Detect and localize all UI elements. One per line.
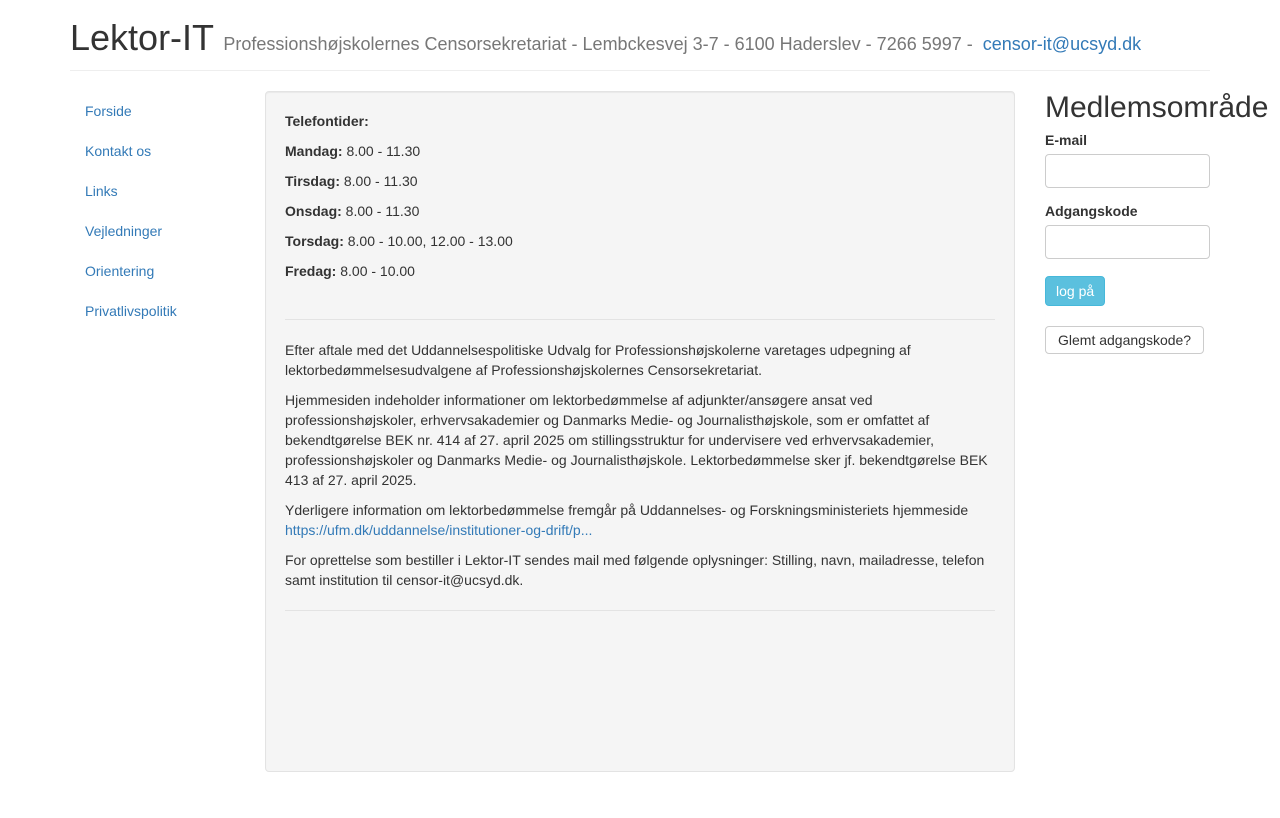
phone-hours-row-fredag	[285, 261, 995, 281]
sidebar-item-vejledninger	[70, 211, 265, 251]
phone-hours-row-mandag	[285, 141, 995, 161]
content-panel	[265, 91, 1015, 772]
page	[0, 18, 1280, 818]
sidebar-item-kontakt-os	[70, 131, 265, 171]
day-label: Onsdag:	[285, 202, 342, 219]
paragraph-yderligere-text: Yderligere information om lektorbedømmelse fremgår på Uddannelses- og Forskningsministeriets hjemmeside	[285, 501, 969, 518]
phone-hours-title: Telefontider:	[285, 112, 369, 129]
login-button-row	[1045, 274, 1210, 306]
password-form-group	[1045, 203, 1210, 259]
day-label: Torsdag:	[285, 232, 344, 249]
email-form-group	[1045, 132, 1210, 188]
phone-hours-row-tirsdag	[285, 171, 995, 191]
day-time: 8.00 - 11.30	[346, 142, 421, 159]
day-label: Fredag:	[285, 262, 337, 279]
paragraph-oprettelse: For oprettelse som bestiller i Lektor-IT sendes mail med følgende oplysninger: Stilling, navn, mailadresse, telefon samt institution til censor-it@ucsyd.dk.	[285, 551, 985, 588]
email-label: E-mail	[1045, 131, 1088, 148]
sidebar-item-orientering	[70, 251, 265, 291]
login-button[interactable]: log på	[1045, 276, 1105, 306]
day-label: Mandag:	[285, 142, 343, 159]
sidebar-link-links[interactable]: Links	[85, 182, 118, 199]
sidebar-link-vejledninger[interactable]: Vejledninger	[85, 222, 163, 239]
forgot-button-row	[1045, 306, 1210, 354]
content-divider-top	[285, 319, 995, 320]
paragraph-udpegning: Efter aftale med det Uddannelsespolitiske Udvalg for Professionshøjskolerne varetages udpegning af lektorbedømmelsesudvalgene af Professionshøjskolernes Censorsekretariat.	[285, 341, 911, 378]
sidebar-link-privatlivspolitik[interactable]: Privatlivspolitik	[85, 302, 177, 319]
sidebar-item-links	[70, 171, 265, 211]
page-header	[70, 18, 1210, 71]
phone-hours-row-onsdag	[285, 201, 995, 221]
main-content-column	[265, 91, 1015, 772]
day-time: 8.00 - 11.30	[345, 202, 420, 219]
forgot-password-button[interactable]: Glemt adgangskode?	[1045, 326, 1204, 354]
ufm-link[interactable]: https://ufm.dk/uddannelse/institutioner-og-drift/p...	[285, 521, 593, 538]
password-label: Adgangskode	[1045, 202, 1138, 219]
phone-hours-row-torsdag	[285, 231, 995, 251]
content-divider-bottom	[285, 610, 995, 611]
sidebar-link-orientering[interactable]: Orientering	[85, 262, 155, 279]
header-email-link[interactable]: censor-it@ucsyd.dk	[982, 34, 1142, 54]
site-subtitle: Professionshøjskolernes Censorsekretariat - Lembckesvej 3-7 - 6100 Haderslev - 7266 5997 -	[223, 34, 973, 54]
sidebar-link-forside[interactable]: Forside	[85, 102, 132, 119]
day-time: 8.00 - 10.00	[340, 262, 415, 279]
member-area	[1045, 90, 1269, 354]
paragraph-hjemmesiden: Hjemmesiden indeholder informationer om lektorbedømmelse af adjunkter/ansøgere ansat ved professionshøjskoler, erhvervsakademier og Danmarks Medie- og Journalisthøjskole, som er omfattet af bekendtgørelse BEK nr. 414 af 27. april 2025 om stillingsstruktur for undervisere ved erhvervsakademier, professionshøjskoler og Danmarks Medie- og Journalisthøjskole. Lektorbedømmelse sker jf. bekendtgørelse BEK 413 af 27. april 2025.	[285, 391, 988, 488]
sidebar-link-kontakt-os[interactable]: Kontakt os	[85, 142, 152, 159]
sidebar-nav	[70, 91, 265, 331]
sidebar-item-privatlivspolitik	[70, 291, 265, 331]
site-title-row	[70, 18, 1210, 58]
email-field[interactable]	[1045, 154, 1210, 188]
password-field[interactable]	[1045, 225, 1210, 259]
paragraph-yderligere	[285, 500, 995, 540]
member-area-title: Medlemsområde	[1045, 90, 1269, 124]
site-title: Lektor-IT	[70, 17, 214, 58]
sidebar-item-forside	[70, 91, 265, 131]
day-time: 8.00 - 11.30	[343, 172, 418, 189]
day-time: 8.00 - 10.00, 12.00 - 13.00	[347, 232, 513, 249]
day-label: Tirsdag:	[285, 172, 340, 189]
